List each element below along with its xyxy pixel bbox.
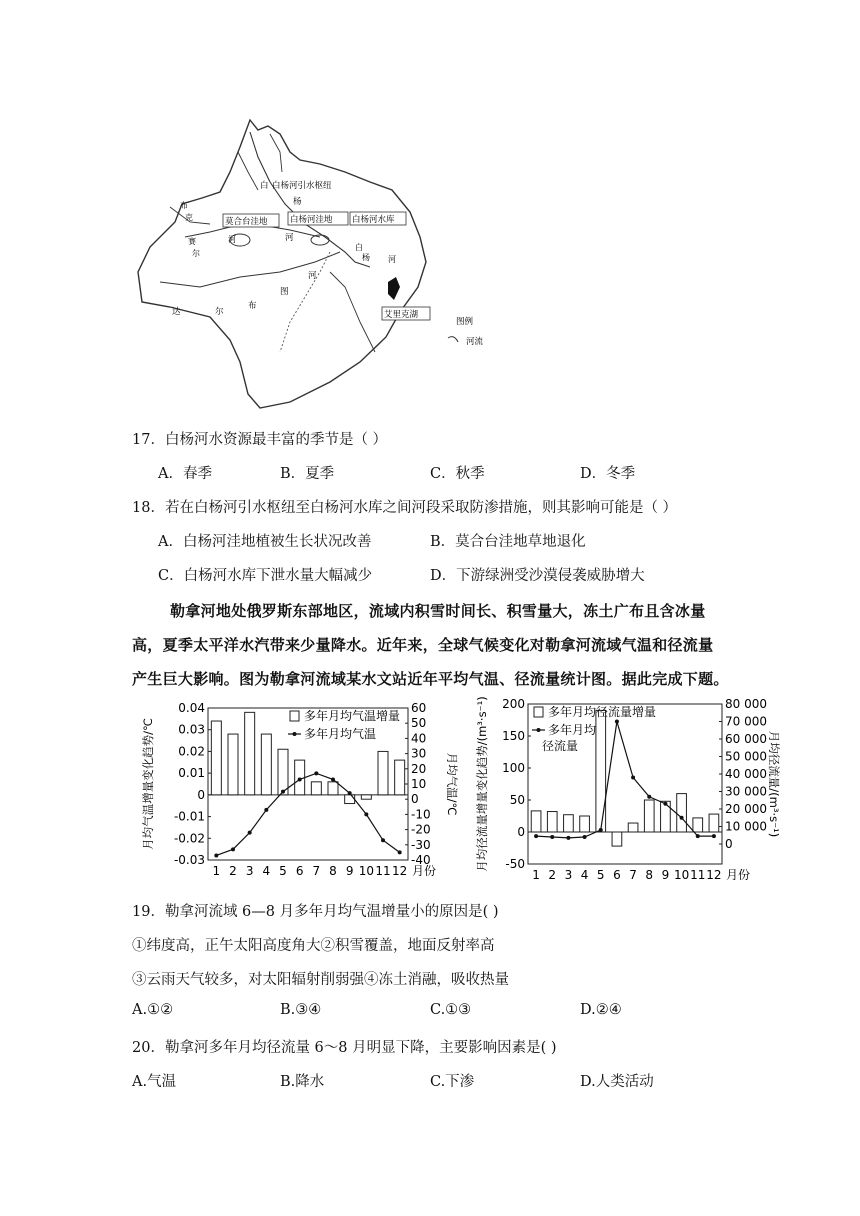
- y-right-tick-label: 60: [411, 701, 427, 715]
- y-right-tick-label: -30: [411, 837, 431, 852]
- y-right-tick-label: 30 000: [725, 784, 767, 799]
- bar-9: [661, 801, 671, 832]
- y-right-tick-label: -20: [411, 822, 431, 837]
- legend-river-label: 河流: [466, 337, 484, 347]
- bar-12: [709, 814, 719, 832]
- river-east: [330, 272, 375, 352]
- river-char: 河: [228, 235, 236, 244]
- bar-3: [564, 815, 574, 832]
- bar-1: [531, 811, 541, 832]
- legend-line-marker: [537, 728, 541, 732]
- line-point-7: [314, 771, 318, 775]
- legend-title: 图例: [456, 317, 474, 327]
- y-left-tick-label: 0: [197, 787, 205, 802]
- legend-bar-swatch: [290, 711, 299, 721]
- line-point-4: [264, 808, 268, 812]
- y-right-tick-label: -40: [411, 853, 431, 867]
- x-tick-label: 7: [312, 864, 321, 878]
- y-left-tick-label: 0.04: [178, 701, 205, 715]
- x-tick-label: 12: [392, 864, 408, 878]
- passage-line-2: 高，夏季太平洋水汽带来少量降水。近年来，全球气候变化对勒拿河流域气温和径流量: [132, 636, 714, 654]
- line-point-2: [231, 847, 235, 851]
- legend-bar-label: 多年月均径流量增量: [548, 705, 657, 719]
- basin-map: [130, 112, 510, 412]
- y-left-tick-label: 0.02: [178, 744, 205, 759]
- river-char: 河: [388, 255, 396, 264]
- x-tick-label: 3: [564, 868, 573, 882]
- line-point-3: [248, 831, 252, 835]
- legend-bar-swatch: [534, 707, 543, 717]
- label-lake: 艾里克湖: [384, 310, 419, 320]
- bar-5: [278, 749, 288, 795]
- y-right-tick-label: 80 000: [725, 697, 767, 711]
- y-left-axis-title: 月均径流量增量变化趋势/(m³·s⁻¹): [475, 696, 489, 872]
- basin-map-svg: [130, 112, 510, 412]
- river-char: 河: [308, 271, 317, 281]
- y-left-tick-label: -0.02: [173, 831, 205, 846]
- line-point-9: [663, 802, 667, 806]
- x-tick-label: 12: [706, 868, 722, 882]
- q17-option-d[interactable]: D．冬季: [580, 466, 636, 482]
- y-left-tick-label: -0.01: [173, 809, 205, 824]
- line-point-11: [696, 834, 700, 838]
- q20-option-d[interactable]: D.人类活动: [580, 1074, 654, 1090]
- x-tick-label: 4: [262, 864, 271, 878]
- q20-option-c[interactable]: C.下渗: [430, 1074, 475, 1090]
- x-tick-label: 10: [358, 864, 374, 878]
- bar-4: [261, 734, 271, 795]
- legend-line-marker: [293, 732, 297, 736]
- legend-bar-label: 多年月均气温增量: [304, 709, 401, 723]
- y-left-tick-label: 100: [502, 761, 525, 775]
- y-right-tick-label: -10: [411, 807, 431, 822]
- bar-4: [580, 816, 590, 832]
- river-char: 白: [260, 181, 269, 191]
- bar-3: [245, 712, 255, 795]
- q17-option-a[interactable]: A．春季: [158, 466, 212, 482]
- q19-option-c[interactable]: C.①③: [430, 1002, 472, 1018]
- x-tick-label: 8: [645, 868, 654, 882]
- passage-line-3: 产生巨大影响。图为勒拿河流域某水文站近年平均气温、径流量统计图。据此完成下题。: [132, 670, 729, 688]
- bar-7: [628, 823, 638, 832]
- y-right-tick-label: 40: [411, 731, 427, 746]
- y-right-tick-label: 0: [411, 792, 419, 807]
- line-point-8: [331, 777, 335, 781]
- label-bywadi: 白杨河洼地: [290, 215, 333, 225]
- y-left-tick-label: 0: [517, 825, 525, 839]
- legend-line-label-2: 径流量: [542, 739, 579, 753]
- river-branch-1: [270, 134, 282, 172]
- q20-option-b[interactable]: B.降水: [280, 1074, 325, 1090]
- y-left-tick-label: 50: [509, 793, 525, 807]
- x-tick-label: 1: [532, 868, 540, 882]
- y-right-tick-label: 30: [411, 746, 427, 761]
- y-left-tick-label: -0.03: [173, 853, 205, 867]
- river-char: 图: [280, 287, 289, 297]
- label-pivot: 白杨河引水枢纽: [272, 181, 332, 191]
- x-tick-label: 9: [661, 868, 670, 882]
- line-point-10: [364, 812, 368, 816]
- x-tick-label: 7: [629, 868, 637, 882]
- y-right-tick-label: 10: [411, 777, 427, 791]
- x-tick-label: 2: [229, 864, 237, 878]
- river-char: 布: [248, 301, 257, 311]
- x-axis-label: 月份: [412, 864, 437, 878]
- bar-12: [395, 760, 405, 795]
- y-left-tick-label: 200: [502, 697, 525, 711]
- river-char: 杨: [362, 253, 370, 262]
- river-south: [160, 252, 340, 287]
- x-tick-label: 6: [295, 864, 304, 878]
- bar-11: [693, 818, 703, 832]
- line-point-1: [214, 853, 218, 857]
- y-right-axis-title: 月均气温/℃: [445, 752, 459, 816]
- y-right-tick-label: 50: [411, 716, 427, 731]
- line-series: [216, 773, 399, 855]
- y-left-tick-label: 0.01: [178, 766, 205, 781]
- q19-line-2: ③云雨天气较多，对太阳辐射削弱强④冻土消融，吸收热量: [132, 972, 509, 988]
- line-point-12: [398, 850, 402, 854]
- chart-temperature-svg: [140, 698, 460, 888]
- y-right-tick-label: 40 000: [725, 766, 767, 781]
- q19-stem: 19．勒拿河流域 6—8 月多年月均气温增量小的原因是( ): [132, 904, 499, 920]
- bar-2: [228, 734, 238, 795]
- line-point-5: [599, 828, 603, 832]
- basin-outline: [138, 120, 426, 408]
- x-tick-label: 5: [279, 864, 287, 878]
- river-char: 尔: [215, 307, 224, 317]
- legend-river-icon: [448, 337, 458, 342]
- q18-option-c[interactable]: C．白杨河水库下泄水量大幅减少: [158, 568, 373, 584]
- q17-option-c[interactable]: C．秋季: [430, 466, 485, 482]
- q20-option-a[interactable]: A.气温: [132, 1074, 177, 1090]
- river-char: 达: [172, 307, 181, 317]
- river-main: [250, 132, 370, 267]
- line-point-10: [680, 816, 684, 820]
- line-point-11: [381, 838, 385, 842]
- y-right-tick-label: 20: [411, 761, 427, 776]
- river-dotted: [280, 252, 330, 352]
- chart-runoff: [475, 696, 781, 888]
- river-char: 尔: [192, 249, 200, 258]
- river-char: 杨: [293, 197, 302, 207]
- y-right-tick-label: 60 000: [725, 731, 767, 746]
- chart-temperature: [140, 698, 460, 888]
- line-point-1: [534, 834, 538, 838]
- x-tick-label: 11: [375, 864, 391, 878]
- q18-option-a[interactable]: A．白杨河洼地植被生长状况改善: [158, 534, 372, 550]
- line-point-3: [566, 836, 570, 840]
- river-branch-2: [238, 152, 258, 190]
- y-left-tick-label: 150: [502, 729, 525, 743]
- x-axis-label: 月份: [726, 868, 751, 882]
- x-tick-label: 1: [212, 864, 221, 878]
- x-tick-label: 5: [596, 868, 605, 882]
- bar-9: [345, 795, 355, 804]
- q19-option-a[interactable]: A.①②: [132, 1002, 174, 1018]
- y-left-axis-title: 月均气温增量变化趋势/℃: [141, 718, 155, 850]
- bar-5: [596, 710, 606, 832]
- line-point-12: [712, 834, 716, 838]
- bar-8: [644, 800, 654, 832]
- y-right-tick-label: 10 000: [725, 819, 767, 834]
- label-mohetai: 莫合台洼地: [225, 217, 268, 227]
- q18-option-b[interactable]: B．莫合台洼地草地退化: [430, 534, 586, 550]
- aili-lake: [388, 277, 400, 300]
- river-char: 赛: [188, 237, 196, 246]
- x-tick-label: 10: [673, 868, 690, 882]
- y-right-tick-label: 70 000: [725, 714, 767, 729]
- chart-runoff-svg: [475, 696, 781, 888]
- q18-stem: 18．若在白杨河引水枢纽至白杨河水库之间河段采取防渗措施，则其影响可能是（ ）: [132, 500, 678, 516]
- y-right-tick-label: 20 000: [725, 801, 767, 816]
- x-tick-label: 6: [613, 868, 621, 882]
- line-point-4: [583, 835, 587, 839]
- line-point-9: [348, 791, 352, 795]
- legend-line-label: 多年月均气温: [304, 727, 377, 741]
- y-right-tick-label: 0: [725, 836, 733, 851]
- legend-line-label-1: 多年月均: [548, 723, 597, 737]
- river-char: 布: [180, 201, 188, 210]
- x-tick-label: 8: [329, 864, 337, 878]
- river-char: 白: [355, 243, 363, 252]
- line-point-5: [281, 790, 285, 794]
- x-tick-label: 3: [245, 864, 254, 878]
- bar-8: [328, 782, 338, 795]
- x-tick-label: 4: [580, 868, 589, 882]
- bar-6: [612, 832, 622, 846]
- y-right-tick-label: 50 000: [725, 749, 767, 764]
- x-tick-label: 11: [690, 868, 706, 882]
- q19-option-d[interactable]: D.②④: [580, 1002, 622, 1018]
- y-right-axis-title: 月均径流量/(m³·s⁻¹): [767, 730, 781, 838]
- label-reservoir: 白杨河水库: [352, 215, 395, 225]
- y-left-tick-label: 0.03: [178, 722, 205, 737]
- x-tick-label: 9: [345, 864, 354, 878]
- q17-stem: 17．白杨河水资源最丰富的季节是（ ）: [132, 432, 388, 448]
- line-point-7: [631, 775, 635, 779]
- bar-10: [677, 794, 687, 832]
- passage-line-1: 勒拿河地处俄罗斯东部地区，流域内积雪时间长、积雪量大，冻土广布且含冰量: [170, 602, 706, 620]
- line-point-6: [615, 719, 619, 723]
- q18-option-d[interactable]: D．下游绿洲受沙漠侵袭威胁增大: [430, 568, 645, 584]
- bar-10: [361, 795, 371, 799]
- y-left-tick-label: -50: [505, 857, 525, 871]
- bar-11: [378, 751, 388, 794]
- line-point-6: [298, 777, 302, 781]
- river-char: 克: [185, 213, 193, 222]
- bar-2: [547, 812, 557, 832]
- q17-option-b[interactable]: B．夏季: [280, 466, 335, 482]
- q19-option-b[interactable]: B.③④: [280, 1002, 322, 1018]
- x-tick-label: 2: [548, 868, 557, 882]
- bar-1: [211, 721, 221, 795]
- river-char: 河: [285, 233, 294, 243]
- q20-stem: 20．勒拿河多年月均径流量 6～8 月明显下降，主要影响因素是( ): [132, 1040, 557, 1056]
- q19-line-1: ①纬度高，正午太阳高度角大②积雪覆盖，地面反射率高: [132, 938, 495, 954]
- line-point-2: [550, 835, 554, 839]
- line-point-8: [647, 795, 651, 799]
- bar-7: [311, 782, 321, 795]
